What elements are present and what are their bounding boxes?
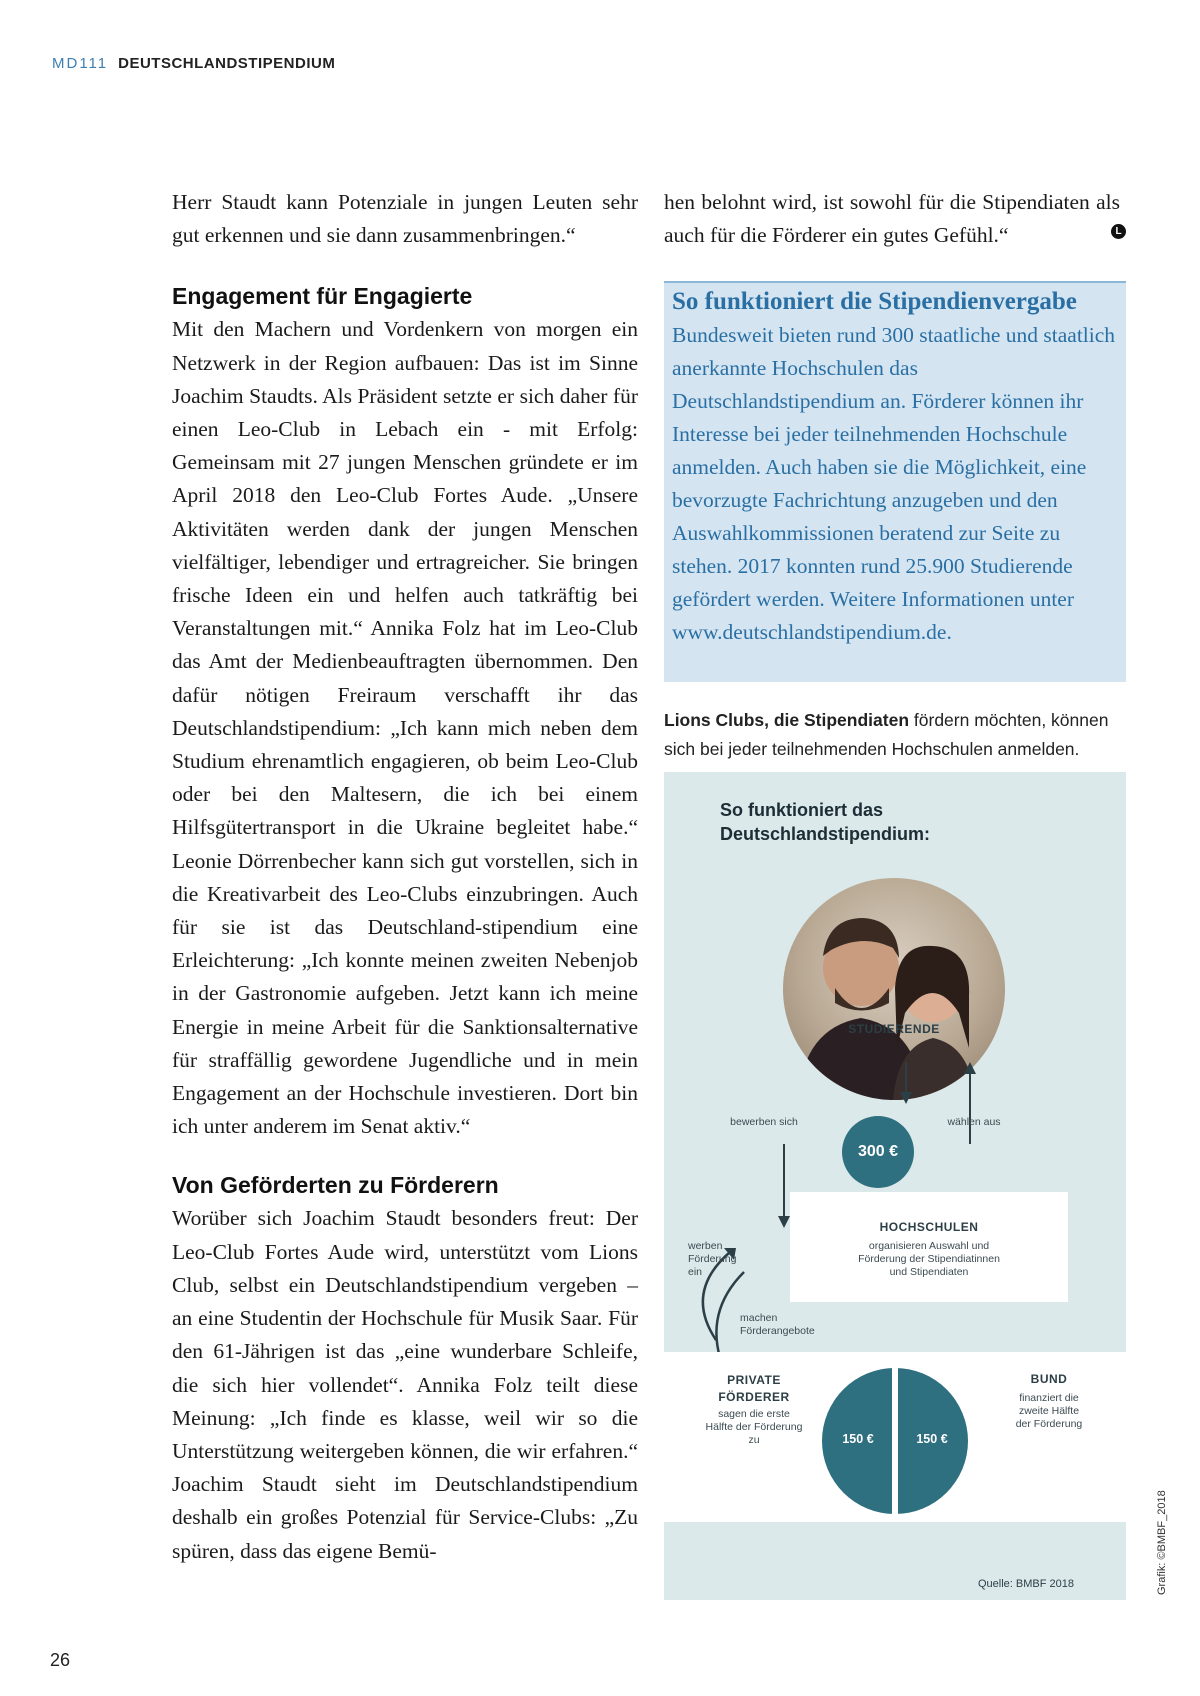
label-machen: machen Förderangebote bbox=[740, 1312, 815, 1337]
coin-divider bbox=[892, 1362, 898, 1522]
image-caption bbox=[664, 706, 1134, 764]
coin-300: 300 € bbox=[842, 1116, 914, 1188]
image-credit: Grafik: ©BMBF_2018 bbox=[1156, 1490, 1168, 1595]
page-number: 26 bbox=[50, 1650, 71, 1670]
label-bewerben: bewerben sich bbox=[730, 1116, 798, 1128]
caption-bold: Lions Clubs, die Stipendiaten bbox=[664, 710, 910, 730]
info-box-title: So funktioniert die Stipendienvergabe bbox=[672, 288, 1077, 315]
infographic bbox=[664, 772, 1126, 1600]
coin-150-right: 150 € bbox=[916, 1432, 948, 1446]
heading-engagement: Engagement für Engagierte bbox=[172, 283, 473, 310]
paragraph-engagement: Mit den Machern und Vordenkern von morgen ein Netzwerk in der Region aufbauen: Das ist im Sinne Joachim Staudts. Als Präsident setzte er sich daher für einen Leo-Club in Lebach ein - mit Erfolg: Gemeinsam mit 27 jungen Menschen gründete er im April 2018 den Leo-Club Fortes Aude. „Unsere Aktivitäten werden dank der jungen Menschen vielfältiger, lebendiger und ertragreicher. Sie bringen frische Ideen ein und helfen auch tatkräftig bei Veranstaltungen mit.“ Annika Folz hat im Leo-Club das Amt der Medienbeauftragten übernommen. Den dafür nötigen Freiraum verschafft ihr das Deutschlandstipendium: „Ich kann mich neben dem Studium ehrenamtlich engagieren, ob beim Leo-Club oder bei den Maltesern, die ich bei einem Hilfsgütertransport in die Ukraine begleitet habe.“ Leonie Dörrenbecher kann sich gut vorstellen, sich in die Kreativarbeit des Leo-Clubs einzubringen. Auch für sie ist das Deutschland-stipendium eine Erleichterung: „Ich konnte meinen zweiten Nebenjob in der Gastronomie aufgeben. Jetzt kann ich meine Energie in meine Arbeit für die Sanktionsalternative für straffällig gewordene Jugendliche und in mein Engagement an der Hochschule investieren. Dort bin ich unter anderem im Senat aktiv.“ bbox=[172, 317, 638, 1139]
graphic-title-line1: So funktioniert das bbox=[720, 800, 884, 820]
paragraph-gefoerderte: Worüber sich Joachim Staudt besonders freut: Der Leo-Club Fortes Aude wird, unterstützt vom Lions Club, selbst ein Deutschlandstipendium vergeben – an eine Studentin der Hochschule für Musik Saar. Für den 61-Jährigen ist das „eine wunderbare Schleife, die sich hier vollendet“. Annika Folz teilt diese Meinung: „Ich finde es klasse, weil wir so die Unterstützung weitergeben können, die wir erfahren.“ Joachim Staudt sieht im Deutschlandstipendium deshalb ein großes Potenzial für Service-Clubs: „Zu spüren, dass das eigene Bemü- bbox=[172, 1206, 638, 1563]
graphic-source: Quelle: BMBF 2018 bbox=[978, 1578, 1074, 1590]
graphic-title-line2: Deutschlandstipendium: bbox=[720, 824, 931, 844]
info-box-text: Bundesweit bieten rund 300 staatliche und staatlich anerkannte Hochschulen das Deutschlandstipendium an. Förderer können ihr Interesse bei jeder teilnehmenden Hochschule anmelden. Auch haben sie die Möglichkeit, eine bevorzugte Fachrichtung anzugeben und den Auswahlkommissionen beratend zur Seite zu stehen. 2017 konnten rund 25.900 Studierende gefördert werden. Weitere Informationen unter www.deutschlandstipendium.de. bbox=[672, 323, 1116, 644]
info-box bbox=[664, 281, 1126, 682]
coin-150-left: 150 € bbox=[842, 1432, 874, 1446]
label-studierende: STUDIERENDE bbox=[848, 1022, 940, 1036]
label-werben: werben Förderung ein bbox=[688, 1240, 737, 1278]
label-private: PRIVATE FÖRDERER bbox=[718, 1373, 790, 1404]
bund-desc: finanziert die zweite Hälfte der Förderung bbox=[1015, 1392, 1083, 1430]
section-code: MD111 bbox=[52, 55, 109, 72]
article-end-mark-icon: L bbox=[1111, 224, 1126, 239]
intro-paragraph: Herr Staudt kann Potenziale in jungen Leuten sehr gut erkennen und sie dann zusammenbringen.“ bbox=[172, 190, 638, 248]
label-hochschulen: HOCHSCHULEN bbox=[879, 1220, 979, 1234]
running-header bbox=[52, 55, 335, 72]
continued-paragraph: hen belohnt wird, ist sowohl für die Stipendiaten als auch für die Förderer ein gutes Gefühl.“ bbox=[664, 190, 1120, 248]
label-waehlen: wählen aus bbox=[947, 1116, 1001, 1128]
hochschulen-desc: organisieren Auswahl und Förderung der Stipendiatinnen und Stipendiaten bbox=[858, 1240, 1000, 1278]
private-desc: sagen die erste Hälfte der Förderung zu bbox=[705, 1408, 803, 1446]
left-column bbox=[172, 186, 638, 1568]
section-title: DEUTSCHLANDSTIPENDIUM bbox=[118, 55, 336, 72]
caption-text: fördern möchten, können sich bei jeder teilnehmenden Hochschulen anmelden. bbox=[664, 710, 1109, 759]
label-bund: BUND bbox=[1030, 1372, 1068, 1386]
heading-gefoerderte: Von Geförderten zu Förderern bbox=[172, 1172, 499, 1199]
right-column bbox=[664, 186, 1126, 252]
